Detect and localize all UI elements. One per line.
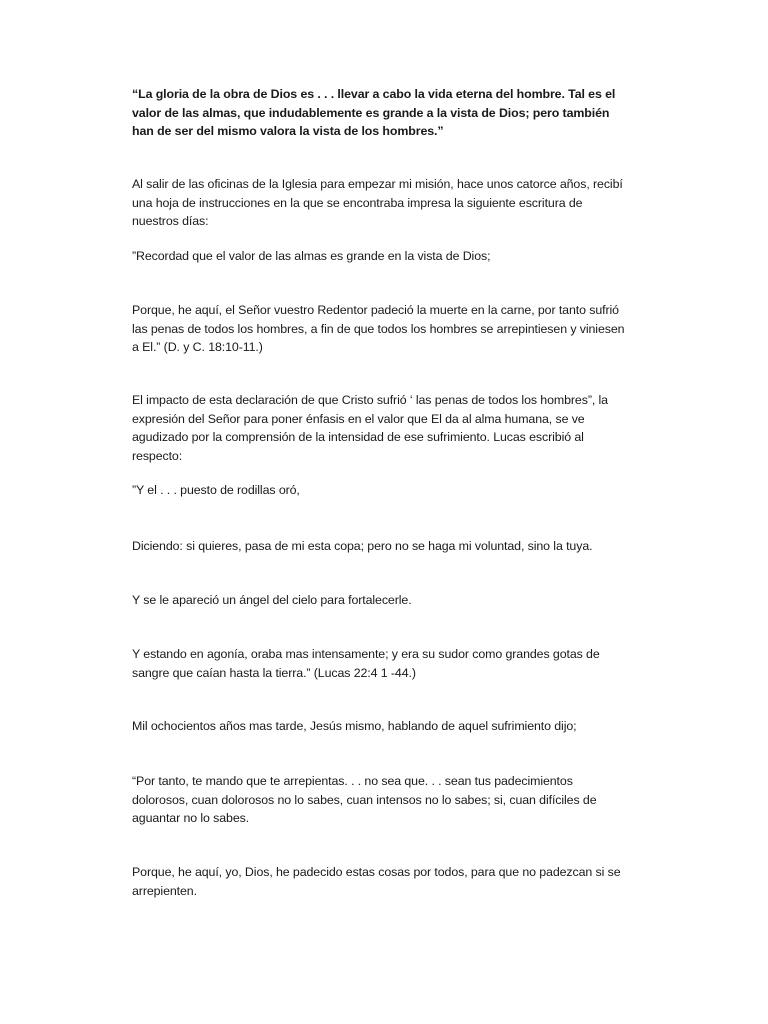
paragraph: Al salir de las oficinas de la Iglesia para empezar mi misión, hace unos catorce años, recibí una hoja de instrucciones en la que se encontraba impresa la siguiente escritura de nuestros días:	[132, 177, 623, 229]
scripture-quote: Porque, he aquí, yo, Dios, he padecido estas cosas por todos, para que no padezcan si se arrepienten.	[132, 865, 621, 898]
scripture-quote: Y se le apareció un ángel del cielo para fortalecerle.	[132, 593, 412, 607]
scripture-quote: Diciendo: si quieres, pasa de mi esta copa; pero no se haga mi voluntad, sino la tuya.	[132, 539, 593, 553]
paragraph: El impacto de esta declaración de que Cristo sufrió ‘ las penas de todos los hombres”, la expresión del Señor para poner énfasis en el valor que El da al alma humana, se ve agudizado por la comprensión de la intensidad de ese sufrimiento. Lucas escribió al respecto:	[132, 393, 608, 463]
paragraph: Mil ochocientos años mas tarde, Jesús mismo, hablando de aquel sufrimiento dijo;	[132, 719, 577, 733]
opening-quote: “La gloria de la obra de Dios es . . . llevar a cabo la vida eterna del hombre. Tal es el valor de las almas, que indudablemente es grande a la vista de Dios; pero también han de ser del mismo valora la vista de los hombres.”	[132, 87, 616, 139]
scripture-quote: Y estando en agonía, oraba mas intensamente; y era su sudor como grandes gotas de sangre que caían hasta la tierra.” (Lucas 22:4 1 -44.)	[132, 647, 600, 680]
scripture-quote: Porque, he aquí, el Señor vuestro Redentor padeció la muerte en la carne, por tanto sufrió las penas de todos los hombres, a fin de que todos los hombres se arrepintiesen y viniesen a El.” (D. y C. 18:10-11.)	[132, 303, 625, 355]
scripture-quote: ”Y el . . . puesto de rodillas oró,	[132, 483, 300, 497]
scripture-quote: “Por tanto, te mando que te arrepientas. . . no sea que. . . sean tus padecimientos dolorosos, cuan dolorosos no lo sabes, cuan intensos no lo sabes; si, cuan difíciles de aguantar no lo sabes.	[132, 774, 597, 826]
scripture-quote: ”Recordad que el valor de las almas es grande en la vista de Dios;	[132, 249, 491, 263]
